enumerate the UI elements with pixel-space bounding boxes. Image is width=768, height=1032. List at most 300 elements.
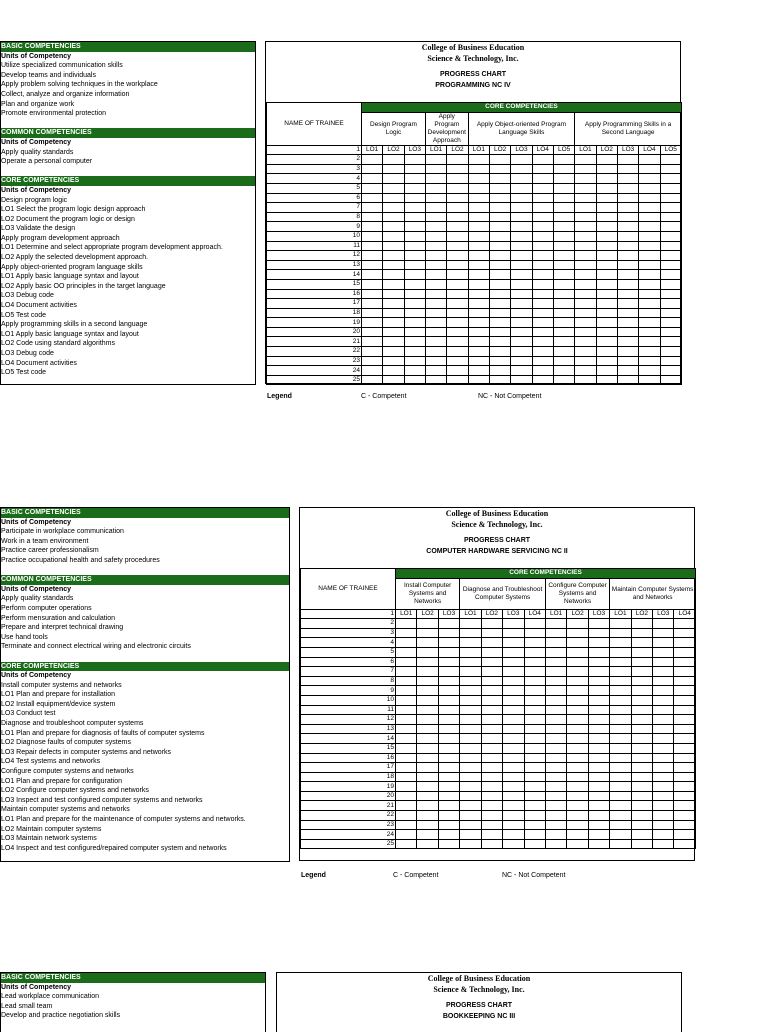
- progress-cell[interactable]: [631, 763, 652, 773]
- progress-cell[interactable]: [489, 212, 510, 222]
- progress-cell[interactable]: [653, 811, 674, 821]
- progress-cell[interactable]: [396, 753, 417, 763]
- progress-cell[interactable]: [553, 318, 574, 328]
- progress-cell[interactable]: [404, 251, 425, 261]
- progress-cell[interactable]: [567, 676, 588, 686]
- progress-cell[interactable]: [660, 241, 681, 251]
- progress-cell[interactable]: [438, 743, 459, 753]
- progress-cell[interactable]: [503, 715, 524, 725]
- progress-cell[interactable]: [631, 657, 652, 667]
- progress-cell[interactable]: [532, 270, 553, 280]
- progress-cell[interactable]: [610, 801, 631, 811]
- progress-cell[interactable]: [396, 839, 417, 849]
- progress-cell[interactable]: [396, 705, 417, 715]
- progress-cell[interactable]: [383, 222, 404, 232]
- progress-cell[interactable]: [524, 676, 545, 686]
- progress-cell[interactable]: [588, 628, 609, 638]
- progress-cell[interactable]: [362, 155, 383, 165]
- progress-cell[interactable]: [553, 337, 574, 347]
- progress-cell[interactable]: [545, 753, 566, 763]
- progress-cell[interactable]: [674, 667, 696, 677]
- progress-cell[interactable]: [511, 347, 532, 357]
- progress-cell[interactable]: [524, 619, 545, 629]
- progress-cell[interactable]: [596, 279, 617, 289]
- progress-cell[interactable]: [567, 839, 588, 849]
- progress-cell[interactable]: [417, 628, 438, 638]
- progress-cell[interactable]: [468, 241, 489, 251]
- progress-cell[interactable]: [639, 366, 660, 376]
- progress-cell[interactable]: [674, 820, 696, 830]
- progress-cell[interactable]: [524, 705, 545, 715]
- progress-cell[interactable]: [481, 638, 502, 648]
- progress-cell[interactable]: [524, 734, 545, 744]
- progress-cell[interactable]: [567, 772, 588, 782]
- progress-cell[interactable]: [503, 667, 524, 677]
- progress-cell[interactable]: [596, 366, 617, 376]
- progress-cell[interactable]: [588, 820, 609, 830]
- progress-cell[interactable]: [425, 327, 446, 337]
- progress-cell[interactable]: [404, 241, 425, 251]
- progress-cell[interactable]: [639, 212, 660, 222]
- progress-cell[interactable]: [617, 347, 638, 357]
- progress-cell[interactable]: [553, 174, 574, 184]
- progress-cell[interactable]: [596, 337, 617, 347]
- progress-cell[interactable]: [653, 772, 674, 782]
- progress-cell[interactable]: [524, 801, 545, 811]
- progress-cell[interactable]: [489, 203, 510, 213]
- progress-cell[interactable]: [468, 251, 489, 261]
- progress-cell[interactable]: [404, 203, 425, 213]
- progress-cell[interactable]: [617, 366, 638, 376]
- progress-cell[interactable]: [660, 366, 681, 376]
- progress-cell[interactable]: [653, 763, 674, 773]
- progress-cell[interactable]: [545, 734, 566, 744]
- progress-cell[interactable]: [481, 772, 502, 782]
- progress-cell[interactable]: [447, 375, 468, 385]
- progress-cell[interactable]: [489, 155, 510, 165]
- progress-cell[interactable]: [460, 830, 481, 840]
- progress-cell[interactable]: [396, 676, 417, 686]
- progress-cell[interactable]: [631, 830, 652, 840]
- progress-cell[interactable]: [575, 337, 596, 347]
- progress-cell[interactable]: [653, 743, 674, 753]
- progress-cell[interactable]: [524, 647, 545, 657]
- progress-cell[interactable]: [404, 356, 425, 366]
- progress-cell[interactable]: [588, 619, 609, 629]
- progress-cell[interactable]: [503, 676, 524, 686]
- progress-cell[interactable]: [481, 743, 502, 753]
- progress-cell[interactable]: [567, 763, 588, 773]
- progress-cell[interactable]: [404, 318, 425, 328]
- progress-cell[interactable]: [553, 308, 574, 318]
- progress-cell[interactable]: [631, 772, 652, 782]
- progress-cell[interactable]: [460, 791, 481, 801]
- progress-cell[interactable]: [447, 299, 468, 309]
- progress-cell[interactable]: [610, 820, 631, 830]
- progress-cell[interactable]: [447, 155, 468, 165]
- progress-cell[interactable]: [660, 251, 681, 261]
- progress-cell[interactable]: [674, 647, 696, 657]
- progress-cell[interactable]: [460, 667, 481, 677]
- progress-cell[interactable]: [468, 203, 489, 213]
- progress-cell[interactable]: [383, 183, 404, 193]
- progress-cell[interactable]: [460, 763, 481, 773]
- progress-cell[interactable]: [610, 830, 631, 840]
- progress-cell[interactable]: [489, 347, 510, 357]
- progress-cell[interactable]: [404, 279, 425, 289]
- progress-cell[interactable]: [596, 260, 617, 270]
- progress-cell[interactable]: [639, 231, 660, 241]
- progress-cell[interactable]: [631, 619, 652, 629]
- progress-cell[interactable]: [468, 270, 489, 280]
- progress-cell[interactable]: [425, 231, 446, 241]
- progress-cell[interactable]: [610, 638, 631, 648]
- progress-cell[interactable]: [610, 753, 631, 763]
- progress-cell[interactable]: [524, 811, 545, 821]
- progress-cell[interactable]: [460, 628, 481, 638]
- progress-cell[interactable]: [447, 289, 468, 299]
- progress-cell[interactable]: [503, 820, 524, 830]
- progress-cell[interactable]: [674, 724, 696, 734]
- progress-cell[interactable]: [396, 772, 417, 782]
- progress-cell[interactable]: [674, 839, 696, 849]
- progress-cell[interactable]: [447, 203, 468, 213]
- progress-cell[interactable]: [362, 347, 383, 357]
- progress-cell[interactable]: [674, 811, 696, 821]
- progress-cell[interactable]: [404, 174, 425, 184]
- progress-cell[interactable]: [639, 241, 660, 251]
- progress-cell[interactable]: [631, 782, 652, 792]
- progress-cell[interactable]: [588, 647, 609, 657]
- progress-cell[interactable]: [617, 299, 638, 309]
- progress-cell[interactable]: [460, 772, 481, 782]
- progress-cell[interactable]: [481, 763, 502, 773]
- progress-cell[interactable]: [532, 337, 553, 347]
- progress-cell[interactable]: [553, 241, 574, 251]
- progress-cell[interactable]: [417, 743, 438, 753]
- progress-cell[interactable]: [417, 830, 438, 840]
- progress-cell[interactable]: [468, 231, 489, 241]
- progress-cell[interactable]: [553, 347, 574, 357]
- progress-cell[interactable]: [489, 193, 510, 203]
- progress-cell[interactable]: [524, 628, 545, 638]
- progress-cell[interactable]: [610, 811, 631, 821]
- progress-cell[interactable]: [383, 375, 404, 385]
- progress-cell[interactable]: [425, 203, 446, 213]
- progress-cell[interactable]: [639, 270, 660, 280]
- progress-cell[interactable]: [588, 743, 609, 753]
- progress-cell[interactable]: [545, 782, 566, 792]
- progress-cell[interactable]: [460, 715, 481, 725]
- progress-cell[interactable]: [553, 356, 574, 366]
- progress-cell[interactable]: [460, 695, 481, 705]
- progress-cell[interactable]: [567, 705, 588, 715]
- progress-cell[interactable]: [545, 839, 566, 849]
- progress-cell[interactable]: [596, 222, 617, 232]
- progress-cell[interactable]: [639, 375, 660, 385]
- progress-cell[interactable]: [404, 308, 425, 318]
- progress-cell[interactable]: [489, 241, 510, 251]
- progress-cell[interactable]: [674, 791, 696, 801]
- progress-cell[interactable]: [596, 203, 617, 213]
- progress-cell[interactable]: [362, 212, 383, 222]
- progress-cell[interactable]: [617, 203, 638, 213]
- progress-cell[interactable]: [588, 791, 609, 801]
- progress-cell[interactable]: [660, 356, 681, 366]
- progress-cell[interactable]: [596, 318, 617, 328]
- progress-cell[interactable]: [404, 193, 425, 203]
- progress-cell[interactable]: [596, 231, 617, 241]
- progress-cell[interactable]: [588, 657, 609, 667]
- progress-cell[interactable]: [460, 657, 481, 667]
- progress-cell[interactable]: [404, 337, 425, 347]
- progress-cell[interactable]: [674, 753, 696, 763]
- progress-cell[interactable]: [460, 782, 481, 792]
- progress-cell[interactable]: [503, 734, 524, 744]
- progress-cell[interactable]: [503, 647, 524, 657]
- progress-cell[interactable]: [396, 791, 417, 801]
- progress-cell[interactable]: [674, 705, 696, 715]
- progress-cell[interactable]: [489, 299, 510, 309]
- progress-cell[interactable]: [511, 366, 532, 376]
- progress-cell[interactable]: [660, 174, 681, 184]
- progress-cell[interactable]: [524, 839, 545, 849]
- progress-cell[interactable]: [575, 231, 596, 241]
- progress-cell[interactable]: [460, 734, 481, 744]
- progress-cell[interactable]: [468, 299, 489, 309]
- progress-cell[interactable]: [575, 299, 596, 309]
- progress-cell[interactable]: [553, 231, 574, 241]
- progress-cell[interactable]: [438, 667, 459, 677]
- progress-cell[interactable]: [653, 676, 674, 686]
- progress-cell[interactable]: [631, 743, 652, 753]
- progress-cell[interactable]: [575, 183, 596, 193]
- progress-cell[interactable]: [617, 174, 638, 184]
- progress-cell[interactable]: [553, 164, 574, 174]
- progress-cell[interactable]: [447, 279, 468, 289]
- progress-cell[interactable]: [532, 164, 553, 174]
- progress-cell[interactable]: [489, 308, 510, 318]
- progress-cell[interactable]: [383, 193, 404, 203]
- progress-cell[interactable]: [481, 667, 502, 677]
- progress-cell[interactable]: [545, 830, 566, 840]
- progress-cell[interactable]: [438, 763, 459, 773]
- progress-cell[interactable]: [503, 638, 524, 648]
- progress-cell[interactable]: [545, 686, 566, 696]
- progress-cell[interactable]: [567, 619, 588, 629]
- progress-cell[interactable]: [489, 174, 510, 184]
- progress-cell[interactable]: [511, 356, 532, 366]
- progress-cell[interactable]: [567, 801, 588, 811]
- progress-cell[interactable]: [396, 667, 417, 677]
- progress-cell[interactable]: [438, 657, 459, 667]
- progress-cell[interactable]: [575, 260, 596, 270]
- progress-cell[interactable]: [481, 628, 502, 638]
- progress-cell[interactable]: [383, 327, 404, 337]
- progress-cell[interactable]: [653, 638, 674, 648]
- progress-cell[interactable]: [545, 657, 566, 667]
- progress-cell[interactable]: [417, 753, 438, 763]
- progress-cell[interactable]: [511, 231, 532, 241]
- progress-cell[interactable]: [383, 174, 404, 184]
- progress-cell[interactable]: [639, 155, 660, 165]
- progress-cell[interactable]: [660, 164, 681, 174]
- progress-cell[interactable]: [362, 164, 383, 174]
- progress-cell[interactable]: [438, 676, 459, 686]
- progress-cell[interactable]: [460, 705, 481, 715]
- progress-cell[interactable]: [653, 705, 674, 715]
- progress-cell[interactable]: [460, 686, 481, 696]
- progress-cell[interactable]: [447, 337, 468, 347]
- progress-cell[interactable]: [362, 270, 383, 280]
- progress-cell[interactable]: [617, 183, 638, 193]
- progress-cell[interactable]: [438, 820, 459, 830]
- progress-cell[interactable]: [468, 193, 489, 203]
- progress-cell[interactable]: [438, 772, 459, 782]
- progress-cell[interactable]: [417, 782, 438, 792]
- progress-cell[interactable]: [468, 356, 489, 366]
- progress-cell[interactable]: [468, 337, 489, 347]
- progress-cell[interactable]: [553, 327, 574, 337]
- progress-cell[interactable]: [404, 375, 425, 385]
- progress-cell[interactable]: [425, 289, 446, 299]
- progress-cell[interactable]: [596, 375, 617, 385]
- progress-cell[interactable]: [617, 327, 638, 337]
- progress-cell[interactable]: [575, 193, 596, 203]
- progress-cell[interactable]: [438, 686, 459, 696]
- progress-cell[interactable]: [588, 734, 609, 744]
- progress-cell[interactable]: [417, 676, 438, 686]
- progress-cell[interactable]: [660, 222, 681, 232]
- progress-cell[interactable]: [404, 212, 425, 222]
- progress-cell[interactable]: [575, 318, 596, 328]
- progress-cell[interactable]: [567, 667, 588, 677]
- progress-cell[interactable]: [396, 686, 417, 696]
- progress-cell[interactable]: [545, 763, 566, 773]
- progress-cell[interactable]: [438, 830, 459, 840]
- progress-cell[interactable]: [438, 791, 459, 801]
- progress-cell[interactable]: [481, 686, 502, 696]
- progress-cell[interactable]: [631, 695, 652, 705]
- progress-cell[interactable]: [362, 337, 383, 347]
- progress-cell[interactable]: [553, 270, 574, 280]
- progress-cell[interactable]: [503, 724, 524, 734]
- progress-cell[interactable]: [588, 686, 609, 696]
- progress-cell[interactable]: [438, 724, 459, 734]
- progress-cell[interactable]: [631, 667, 652, 677]
- progress-cell[interactable]: [362, 251, 383, 261]
- progress-cell[interactable]: [567, 695, 588, 705]
- progress-cell[interactable]: [674, 715, 696, 725]
- progress-cell[interactable]: [617, 251, 638, 261]
- progress-cell[interactable]: [596, 289, 617, 299]
- progress-cell[interactable]: [481, 811, 502, 821]
- progress-cell[interactable]: [489, 366, 510, 376]
- progress-cell[interactable]: [383, 241, 404, 251]
- progress-cell[interactable]: [610, 686, 631, 696]
- progress-cell[interactable]: [503, 811, 524, 821]
- progress-cell[interactable]: [447, 366, 468, 376]
- progress-cell[interactable]: [596, 212, 617, 222]
- progress-cell[interactable]: [481, 753, 502, 763]
- progress-cell[interactable]: [383, 289, 404, 299]
- progress-cell[interactable]: [575, 241, 596, 251]
- progress-cell[interactable]: [438, 753, 459, 763]
- progress-cell[interactable]: [396, 820, 417, 830]
- progress-cell[interactable]: [362, 183, 383, 193]
- progress-cell[interactable]: [588, 811, 609, 821]
- progress-cell[interactable]: [588, 830, 609, 840]
- progress-cell[interactable]: [396, 619, 417, 629]
- progress-cell[interactable]: [460, 839, 481, 849]
- progress-cell[interactable]: [588, 715, 609, 725]
- progress-cell[interactable]: [631, 724, 652, 734]
- progress-cell[interactable]: [545, 743, 566, 753]
- progress-cell[interactable]: [362, 327, 383, 337]
- progress-cell[interactable]: [404, 183, 425, 193]
- progress-cell[interactable]: [575, 222, 596, 232]
- progress-cell[interactable]: [489, 375, 510, 385]
- progress-cell[interactable]: [660, 308, 681, 318]
- progress-cell[interactable]: [524, 763, 545, 773]
- progress-cell[interactable]: [596, 193, 617, 203]
- progress-cell[interactable]: [425, 174, 446, 184]
- progress-cell[interactable]: [524, 695, 545, 705]
- progress-cell[interactable]: [545, 772, 566, 782]
- progress-cell[interactable]: [362, 375, 383, 385]
- progress-cell[interactable]: [425, 299, 446, 309]
- progress-cell[interactable]: [567, 734, 588, 744]
- progress-cell[interactable]: [545, 801, 566, 811]
- progress-cell[interactable]: [567, 628, 588, 638]
- progress-cell[interactable]: [567, 820, 588, 830]
- progress-cell[interactable]: [553, 183, 574, 193]
- progress-cell[interactable]: [511, 308, 532, 318]
- progress-cell[interactable]: [489, 183, 510, 193]
- progress-cell[interactable]: [468, 164, 489, 174]
- progress-cell[interactable]: [617, 356, 638, 366]
- progress-cell[interactable]: [588, 705, 609, 715]
- progress-cell[interactable]: [425, 366, 446, 376]
- progress-cell[interactable]: [596, 299, 617, 309]
- progress-cell[interactable]: [610, 791, 631, 801]
- progress-cell[interactable]: [362, 308, 383, 318]
- progress-cell[interactable]: [511, 212, 532, 222]
- progress-cell[interactable]: [532, 222, 553, 232]
- progress-cell[interactable]: [425, 193, 446, 203]
- progress-cell[interactable]: [596, 270, 617, 280]
- progress-cell[interactable]: [588, 763, 609, 773]
- progress-cell[interactable]: [674, 830, 696, 840]
- progress-cell[interactable]: [468, 212, 489, 222]
- progress-cell[interactable]: [575, 327, 596, 337]
- progress-cell[interactable]: [532, 347, 553, 357]
- progress-cell[interactable]: [617, 375, 638, 385]
- progress-cell[interactable]: [575, 308, 596, 318]
- progress-cell[interactable]: [610, 839, 631, 849]
- progress-cell[interactable]: [567, 724, 588, 734]
- progress-cell[interactable]: [425, 318, 446, 328]
- progress-cell[interactable]: [503, 839, 524, 849]
- progress-cell[interactable]: [489, 289, 510, 299]
- progress-cell[interactable]: [610, 667, 631, 677]
- progress-cell[interactable]: [503, 657, 524, 667]
- progress-cell[interactable]: [524, 638, 545, 648]
- progress-cell[interactable]: [674, 734, 696, 744]
- progress-cell[interactable]: [617, 279, 638, 289]
- progress-cell[interactable]: [447, 193, 468, 203]
- progress-cell[interactable]: [524, 724, 545, 734]
